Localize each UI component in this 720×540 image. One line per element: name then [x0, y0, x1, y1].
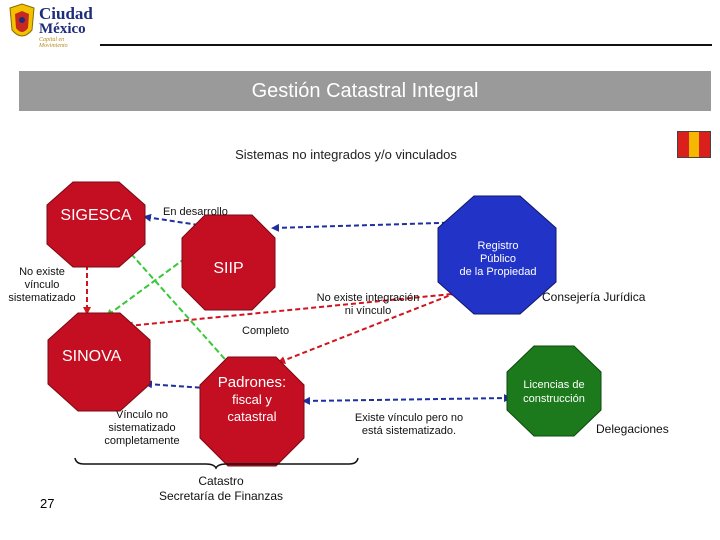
page-subtitle: Sistemas no integrados y/o vinculados — [235, 147, 457, 162]
node-padrones-label — [200, 374, 304, 425]
label-completo: Completo — [242, 325, 290, 337]
vinculo-no-line-3: completamente — [104, 435, 180, 447]
label-consejeria: Consejería Jurídica — [542, 290, 646, 304]
vinculo-no-line-1: Vínculo no — [116, 409, 168, 421]
padrones-line-1: Padrones: — [217, 374, 287, 391]
label-catastro — [136, 474, 306, 504]
catastro-line-1: Catastro — [198, 474, 244, 488]
logo-text-ciudad: Ciudad — [39, 4, 93, 23]
registro-line-2: Público — [479, 253, 517, 265]
existe-vinculo-line-1: Existe vínculo pero no — [354, 412, 464, 424]
licencias-line-1: Licencias de — [523, 379, 585, 391]
registro-line-1: Registro — [477, 240, 519, 252]
label-no-existe-vinculo — [0, 266, 84, 305]
page-title: Gestión Catastral Integral — [251, 80, 479, 102]
padrones-line-3: catastral — [227, 409, 277, 424]
link-sinova-padrones — [147, 384, 205, 388]
label-existe-vinculo — [340, 412, 478, 438]
node-licencias-label — [507, 378, 601, 406]
licencias-line-2: construcción — [523, 393, 585, 405]
vinculo-no-line-2: sistematizado — [108, 422, 176, 434]
no-existe-vinculo-line-3: sistematizado — [8, 292, 76, 304]
no-existe-vinculo-line-1: No existe — [19, 266, 65, 278]
no-existe-vinculo-line-2: vínculo — [24, 279, 60, 291]
existe-vinculo-line-2: está sistematizado. — [361, 425, 457, 437]
link-padrones-licencias — [305, 398, 509, 401]
node-registro-label — [440, 240, 556, 279]
label-vinculo-no-sistematizado — [92, 409, 192, 448]
registro-line-3: de la Propiedad — [459, 266, 537, 278]
page-number: 27 — [40, 496, 55, 511]
no-existe-integracion-line-1: No existe integración — [316, 292, 420, 304]
group-brace — [75, 458, 358, 468]
catastro-line-2: Secretaría de Finanzas — [158, 489, 284, 503]
no-existe-integracion-line-2: ni vínculo — [344, 305, 392, 317]
label-no-existe-integracion — [300, 292, 436, 318]
padrones-line-2: fiscal y — [232, 392, 272, 407]
label-en-desarrollo: En desarrollo — [163, 206, 228, 218]
logo-text-motto: Capital en Movimiento — [39, 37, 68, 49]
logo-text-mexico: México — [39, 21, 86, 37]
node-sinova-label: SINOVA — [62, 348, 122, 365]
label-delegaciones: Delegaciones — [596, 422, 669, 436]
node-siip-label: SIIP — [213, 260, 244, 277]
node-sigesca-label: SIGESCA — [60, 207, 132, 224]
